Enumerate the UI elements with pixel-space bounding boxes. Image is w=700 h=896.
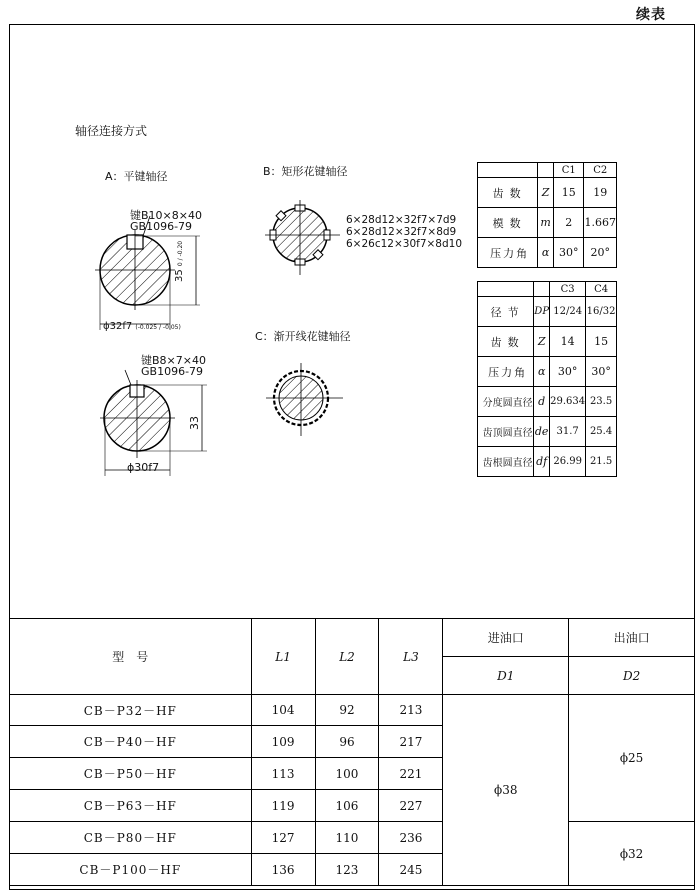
table-row: 径节 DP 12/24 16/32 <box>478 297 617 327</box>
shaft-b-spec-2: 6×28d12×32f7×8d9 <box>346 226 457 238</box>
gear-table-1 <box>477 162 617 268</box>
gear-1-header-c2: C2 <box>584 163 617 178</box>
d1-header: D1 <box>443 657 569 695</box>
gear-table-2 <box>477 281 617 477</box>
gear-1-header-c1: C1 <box>553 163 584 178</box>
shaft-a-standard: GB1096-79 <box>130 220 193 233</box>
outlet-header: 出油口 <box>569 619 695 657</box>
table-row: 齿顶圆直径 de 31.7 25.4 <box>478 417 617 447</box>
shaft-d-standard: GB1096-79 <box>141 365 204 378</box>
table-row: 压力角 α 30° 30° <box>478 357 617 387</box>
table-row: CB－P32－HF 104 92 213 ϕ38 ϕ25 <box>10 695 695 726</box>
table-row: 齿数 Z 14 15 <box>478 327 617 357</box>
l3-header: L3 <box>379 619 443 695</box>
table-row: CB－P80－HF 127 110 236 ϕ32 <box>10 822 695 854</box>
d2-header: D2 <box>569 657 695 695</box>
gear-2-header-c3: C3 <box>550 282 586 297</box>
shaft-d-height-dim: 33 <box>188 416 201 430</box>
outlet-value-2: ϕ32 <box>569 822 695 886</box>
gear-2-header-c4: C4 <box>586 282 617 297</box>
shaft-d-diameter-dim: ϕ30f7 <box>127 461 160 474</box>
shaft-c-drawing <box>263 360 353 440</box>
continued-tag: 续表 <box>636 7 666 23</box>
table-row: CB－P40－HF 109 96 217 <box>10 726 695 758</box>
inlet-header: 进油口 <box>443 619 569 657</box>
section-title: 轴径连接方式 <box>75 124 148 138</box>
shaft-a-label: A：平键轴径 <box>105 170 168 183</box>
outlet-value-1: ϕ25 <box>569 695 695 822</box>
shaft-a-key-label: 键B10×8×40 <box>130 209 202 222</box>
shaft-b-label: B：矩形花键轴径 <box>263 165 348 178</box>
table-row: 齿数 Z 15 19 <box>478 178 617 208</box>
table-row: CB－P50－HF 113 100 221 <box>10 758 695 790</box>
table-row: 分度圆直径 d 29.634 23.5 <box>478 387 617 417</box>
shaft-b-drawing <box>265 200 345 280</box>
inlet-value: ϕ38 <box>443 695 569 886</box>
shaft-b-spec-1: 6×28d12×32f7×7d9 <box>346 214 457 226</box>
shaft-a-diameter-dim: ϕ32f7 (-0.025 / -0.05) <box>103 321 181 332</box>
shaft-b-spec-3: 6×26c12×30f7×8d10 <box>346 238 463 250</box>
shaft-a-height-dim: 35 0 / -0.20 <box>174 240 185 282</box>
table-row: 齿根圆直径 df 26.99 21.5 <box>478 447 617 477</box>
model-spec-table <box>9 618 695 886</box>
table-row: CB－P100－HF 136 123 245 <box>10 854 695 886</box>
table-row: 压力角 α 30° 20° <box>478 238 617 268</box>
shaft-c-label: C：渐开线花键轴径 <box>255 330 351 343</box>
table-row: 模数 m 2 1.667 <box>478 208 617 238</box>
l1-header: L1 <box>251 619 315 695</box>
table-row: CB－P63－HF 119 106 227 <box>10 790 695 822</box>
shaft-d-key-label: 键B8×7×40 <box>141 354 206 367</box>
model-header: 型 号 <box>10 619 252 695</box>
l2-header: L2 <box>315 619 379 695</box>
